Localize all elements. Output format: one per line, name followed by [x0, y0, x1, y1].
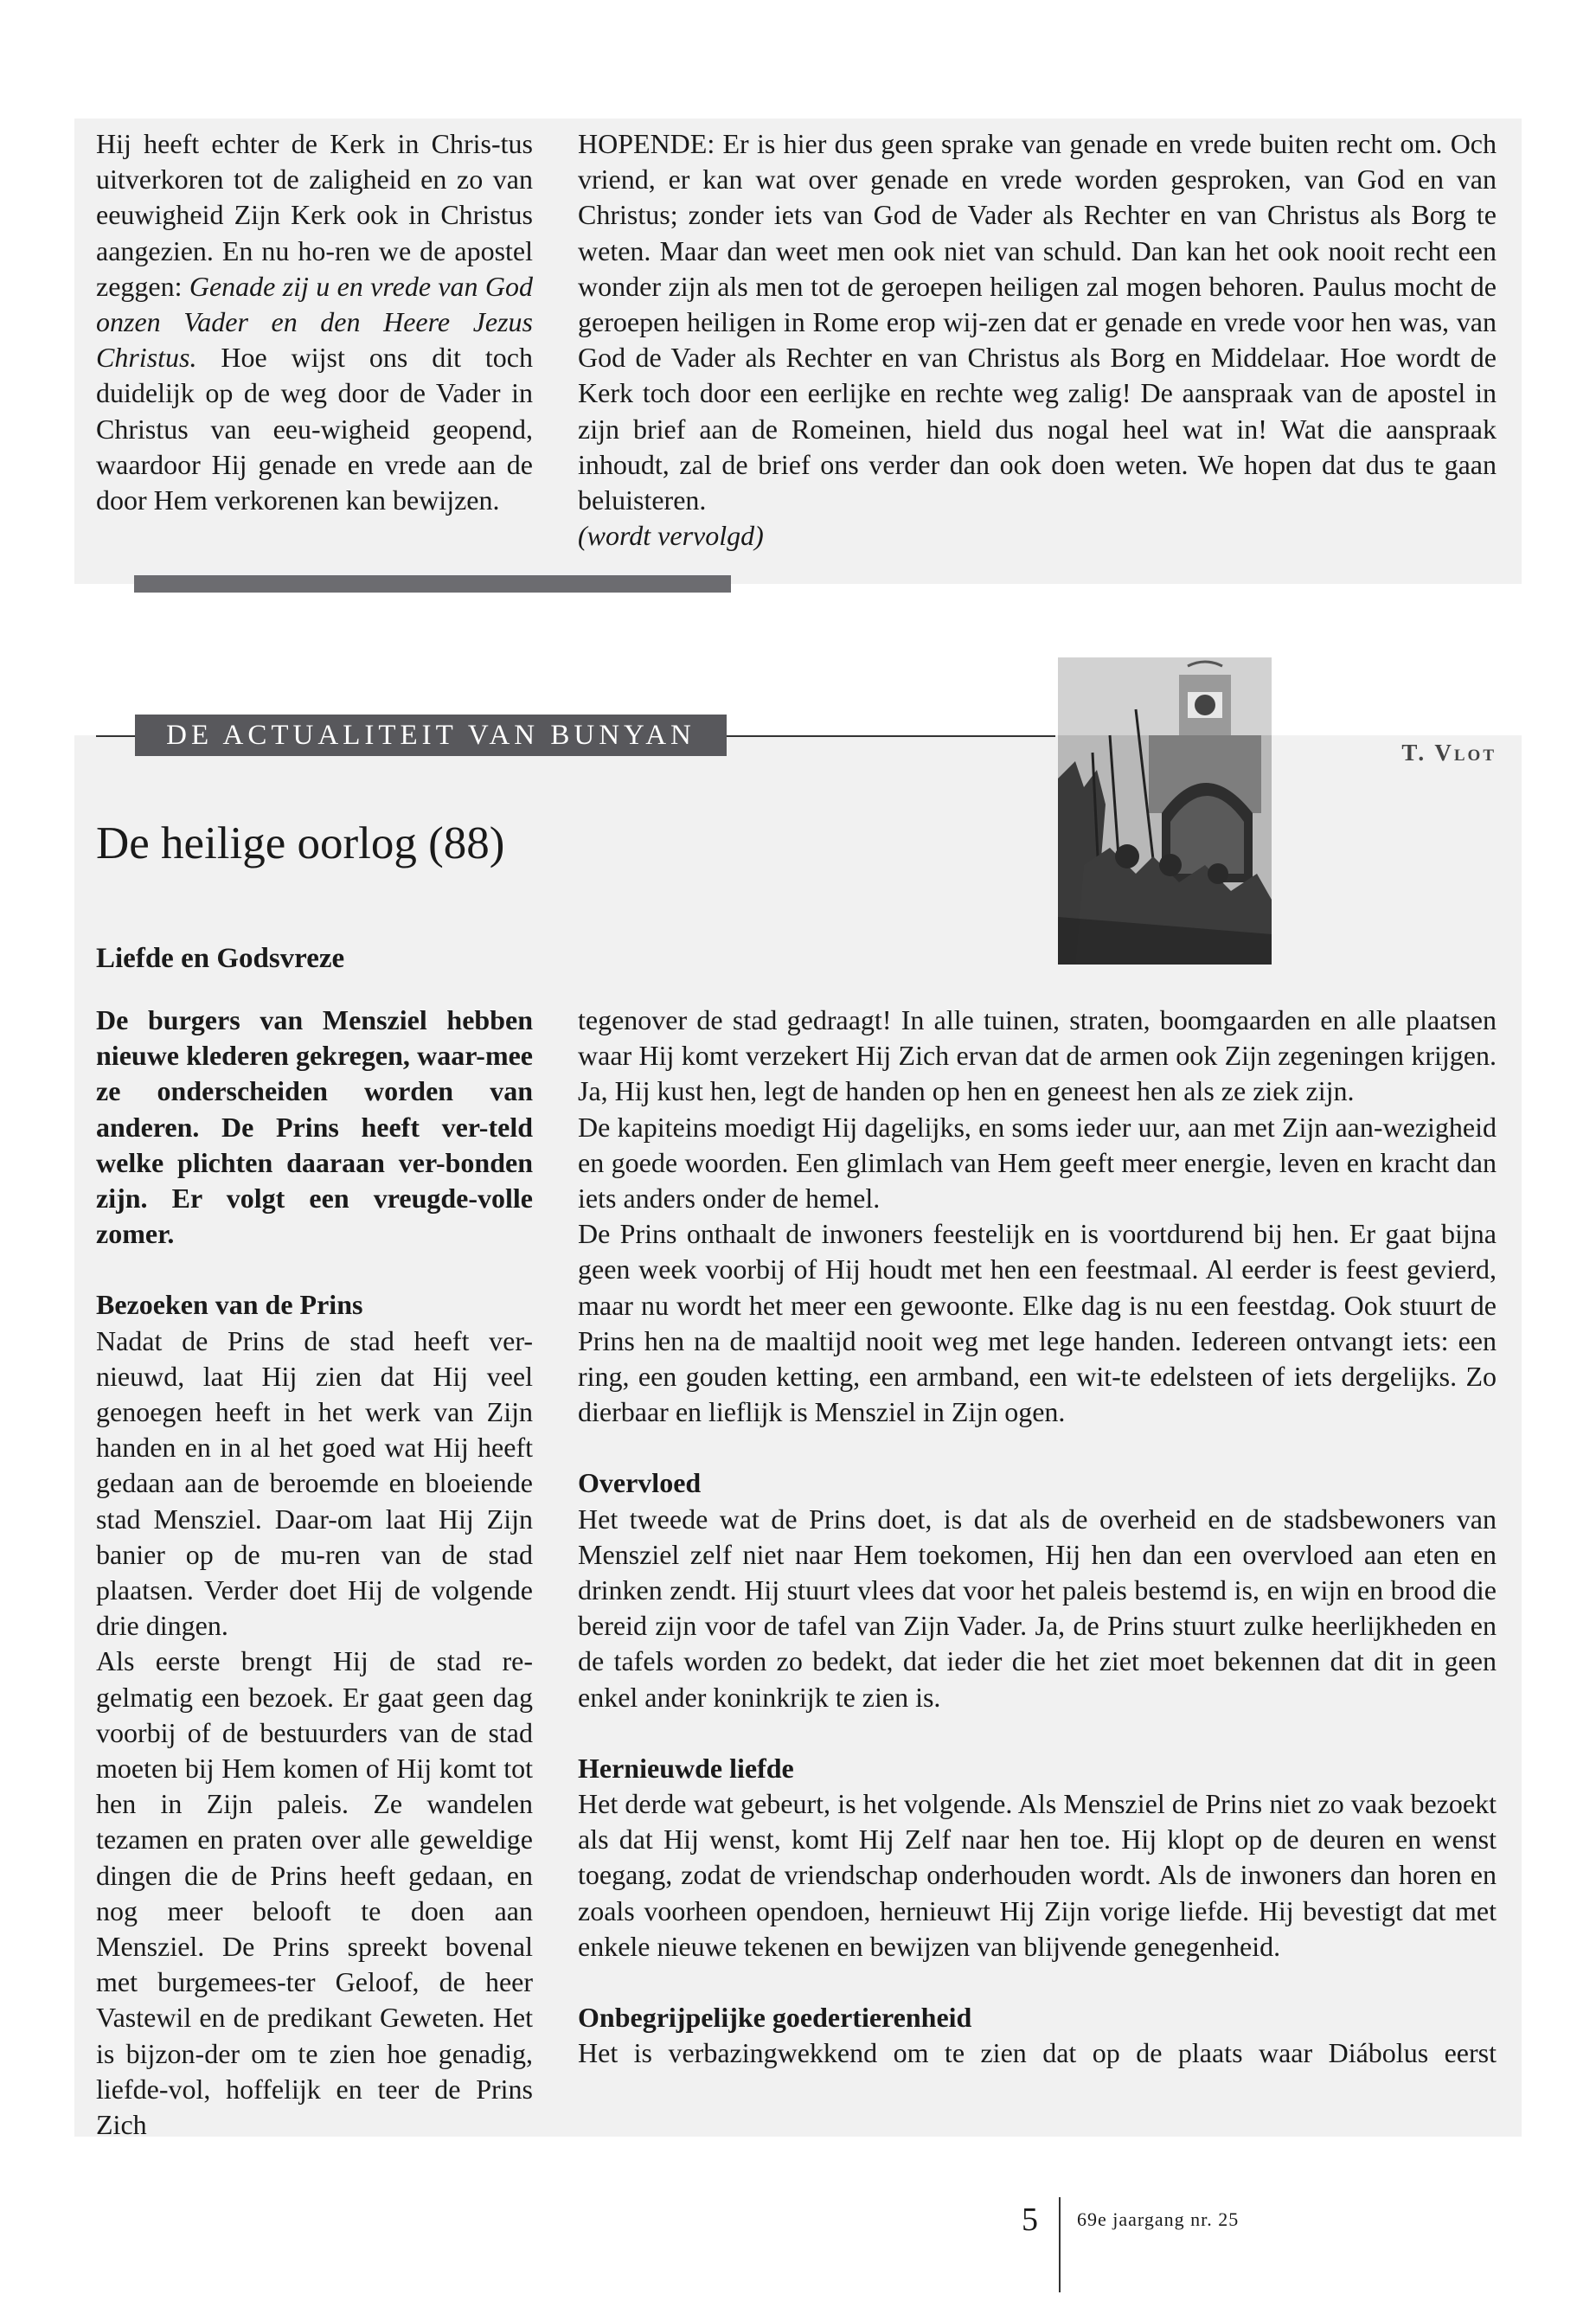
section-label: DE ACTUALITEIT VAN BUNYAN: [135, 715, 727, 756]
article-paragraph: Het tweede wat de Prins doet, is dat als de overheid en de stadsbewoners van Mensziel zelf niet naar Hem toekomen, Hij hen dan een overvloed aan eten en drinken zendt. Hij stuurt vlees dat voor het paleis bestemd is, en wijn en brood die bereid zijn voor de tafel van Zijn Vader. Ja, de Prins stuurt zulke heerlijkheden en de tafels worden zo bedekt, dat ieder die het ziet moet bekennen dat dit in geen enkel ander koninkrijk te zien is.: [578, 1503, 1497, 1713]
continuation-bottom-bar: [134, 575, 731, 593]
heading-bezoeken: Bezoeken van de Prins: [96, 1289, 363, 1321]
continuation-left-text: [96, 126, 533, 518]
heading-overvloed: Overvloed: [578, 1467, 702, 1499]
article-right-column: [578, 1003, 1497, 2071]
continued-note: (wordt vervolgd): [578, 520, 764, 552]
issue-info: 69e jaargang nr. 25: [1077, 2208, 1240, 2230]
article-left-column: [96, 1003, 533, 2143]
continuation-text-run: Hij heeft echter de Kerk in Chris-tus uitverkoren tot de zaligheid en zo van eeuwigheid Zijn Kerk ook in Christus aangezien. En nu ho-ren we de apostel zeggen:: [96, 128, 533, 302]
footer-divider: [1059, 2197, 1061, 2292]
article-intro: De burgers van Mensziel hebben nieuwe klederen gekregen, waar-mee ze onderscheiden worden van anderen. De Prins heeft ver-teld welke plichten daaraan ver-bonden zijn. Er volgt een vreugde-volle zomer.: [96, 1004, 533, 1250]
article-paragraph: tegenover de stad gedraagt! In alle tuinen, straten, boomgaarden en alle plaatsen waar Hij komt verzekert Hij Zich ervan dat de armen ook Zijn zegeningen krijgen. Ja, Hij kust hen, legt de handen op hen en geneest hen als ze ziek zijn.: [578, 1004, 1497, 1107]
continuation-left-column: [96, 126, 533, 518]
author-name: T. Vlot: [1401, 740, 1497, 766]
continuation-text-run: Hoe wijst ons dit toch duidelijk op de weg door de Vader in Christus van eeu-wigheid geopend, waardoor Hij genade en vrede aan de door Hem verkorenen kan bewijzen.: [96, 342, 533, 516]
article-title: De heilige oorlog (88): [96, 818, 505, 868]
article-paragraph: Nadat de Prins de stad heeft ver-nieuwd, laat Hij zien dat Hij veel genoegen heeft in het werk van Zijn handen en in al het goed wat Hij heeft gedaan aan de beroemde en bloeiende stad Mensziel. Daar-om laat Hij Zijn banier op de mu-ren van de stad plaatsen. Verder doet Hij de volgende drie dingen.: [96, 1324, 533, 1642]
engraving-illustration: [1058, 657, 1272, 965]
section-rule-right: [727, 735, 1055, 737]
article-paragraph: De Prins onthaalt de inwoners feestelijk en is voortdurend bij hen. Er gaat bijna geen week voorbij of Hij houdt met hen een feestmaal. Al eerder is feest gevierd, maar nu wordt het meer een gewoonte. Elke dag is nu een feestdag. Ook stuurt de Prins hen na de maaltijd nooit weg met lege handen. Iedereen ontvangt iets: een ring, een gouden ketting, een armband, een wit-te edelsteen of iets dergelijks. Zo dierbaar en lieflijk is Mensziel in Zijn ogen.: [578, 1218, 1497, 1428]
page-number: 5: [1022, 2202, 1038, 2238]
article-subtitle: Liefde en Godsvreze: [96, 943, 345, 974]
continuation-right-column: [578, 126, 1497, 554]
section-rule-left: [96, 735, 135, 737]
heading-hernieuwde-liefde: Hernieuwde liefde: [578, 1752, 794, 1784]
article-paragraph: Het is verbazingwekkend om te zien dat op de plaats waar Diábolus eerst: [578, 2037, 1497, 2069]
heading-onbegrijpelijke: Onbegrijpelijke goedertierenheid: [578, 2002, 972, 2034]
article-paragraph: Als eerste brengt Hij de stad re-gelmatig een bezoek. Er gaat geen dag voorbij of de bestuurders van de stad moeten bij Hem komen of Hij komt tot hen in Zijn paleis. Ze wandelen tezamen en praten over alle geweldige dingen die de Prins heeft gedaan, en nog meer belooft te doen aan Mensziel. De Prins spreekt bovenal met burgemees-ter Geloof, de heer Vastewil en de predikant Geweten. Het is bijzon-der om te zien hoe genadig, liefde-vol, hoffelijk en teer de Prins Zich: [96, 1645, 533, 2141]
continuation-right-text: HOPENDE: Er is hier dus geen sprake van genade en vrede buiten recht om. Och vriend, er kan wat over genade en vrede worden gesproken, van God en van Christus; zonder iets van God de Vader als Rechter en van Christus als Borg te weten. Maar dan weet men ook niet van schuld. Dan kan het ook nooit recht een wonder zijn als men tot de geroepen heiligen zal mogen behoren. Paulus mocht de geroepen heiligen in Rome erop wij-zen dat er genade en vrede voor hen was, van God de Vader als Rechter en van Christus als Borg en Middelaar. Hoe wordt de Kerk toch door een eerlijke en rechte weg zalig! De aanspraak van de apostel in zijn brief aan de Romeinen, hield dus nogal heel wat in! Wat die aanspraak inhoudt, zal de brief ons verder dan ook doen weten. We hopen dat dus te gaan beluisteren.: [578, 128, 1497, 516]
article-paragraph: De kapiteins moedigt Hij dagelijks, en soms ieder uur, aan met Zijn aan-wezigheid en goede woorden. Een glimlach van Hem geeft meer energie, leven en kracht dan iets anders onder de hemel.: [578, 1111, 1497, 1215]
article-paragraph: Het derde wat gebeurt, is het volgende. Als Mensziel de Prins niet zo vaak bezoekt als dat Hij wenst, komt Hij Zelf naar hen toe. Hij klopt op de deuren en wenst toegang, zodat de vriendschap onderhouden wordt. Als de inwoners dan horen en zoals voorheen opendoen, hernieuwt Hij Zijn vorige liefde. Hij bevestigt dat met enkele nieuwe tekenen en bewijzen van blijvende genegenheid.: [578, 1788, 1497, 1962]
bible-quote: Genade zij u en vrede van God onzen Vader en den Heere Jezus Christus.: [96, 270, 534, 374]
